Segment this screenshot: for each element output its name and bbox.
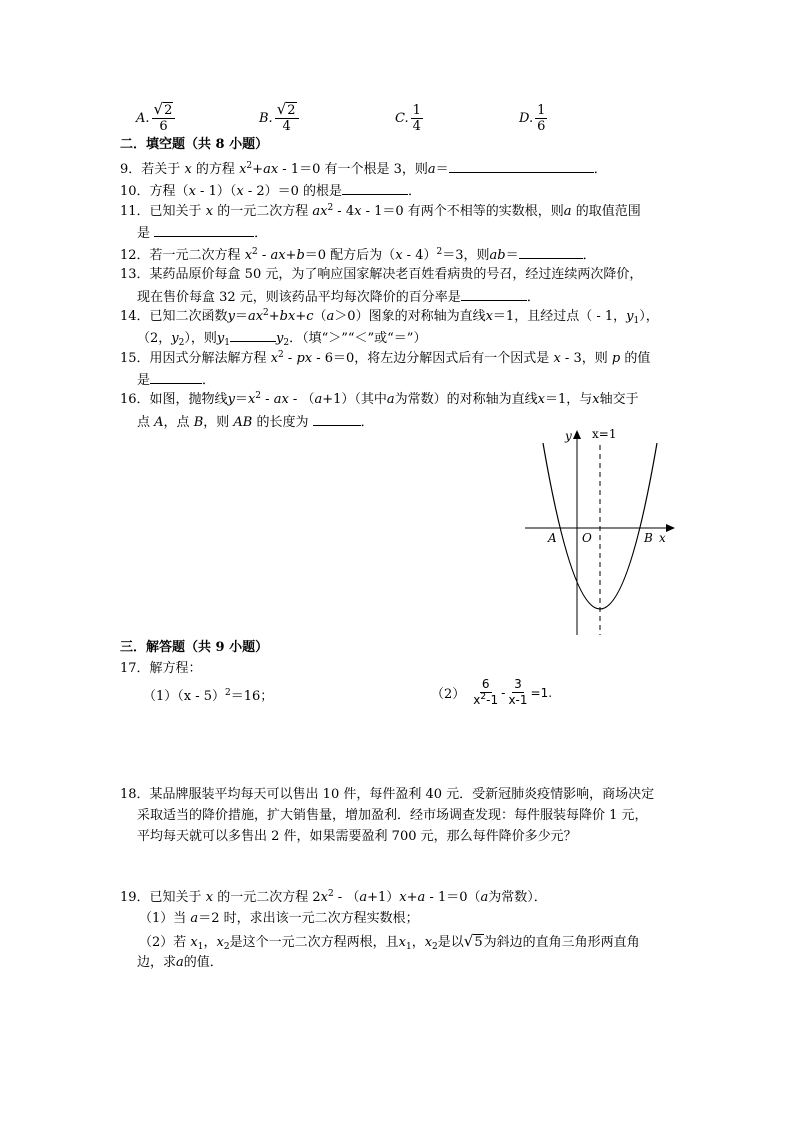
question-17-part1: （1）（x - 5）$^2$＝16；: [143, 688, 274, 704]
question-18: 18．某品牌服装平均每天可以售出 10 件，每件盈利 40 元．受新冠肺炎疫情影响，商场决定: [120, 787, 655, 802]
answer-blank[interactable]: [342, 182, 408, 195]
question-11-line2: 是 ．: [137, 226, 268, 241]
origin-label: O: [582, 531, 592, 545]
fraction: $\frac{6}{x^2-1}$: [473, 677, 499, 707]
question-14-line2: （2，$y_2$），则$y_1$ $y_2$．（填“＞”“＜”或“＝”）: [137, 331, 427, 348]
question-19: 19．已知关于 x 的一元二次方程 $2x^2 - (a+1)x+a - 1=0(a$为常数）．: [120, 889, 547, 905]
question-17: 17．解方程：: [120, 661, 202, 676]
question-19-part1: （1）当 a＝2 时，求出该一元二次方程实数根；: [139, 911, 419, 926]
answer-blank[interactable]: [150, 371, 202, 384]
question-14: 14．已知二次函数$y=ax^2+bx+c(a>0)$图象的对称轴为直线x＝1，且经过点（ - 1，$y_1$），: [120, 308, 659, 326]
question-18-line2: 采取适当的降价措施，扩大销售量，增加盈利．经市场调查发现：每件服装每降价 1 元，: [137, 808, 648, 823]
sqrt: √5: [463, 932, 483, 950]
question-18-line3: 平均每天就可以多售出 2 件，如果需要盈利 700 元，那么每件降价多少元？: [137, 829, 577, 844]
option-b: [259, 96, 300, 140]
answer-blank[interactable]: [154, 224, 254, 237]
question-17-part2: （2） $\frac{6}{x^2-1}$ - $\frac{3}{x-1}$ =1.: [431, 677, 553, 707]
point-b-label: B: [644, 531, 653, 545]
answer-blank[interactable]: [313, 413, 361, 426]
option-a: [136, 96, 176, 140]
y-label: y: [565, 429, 572, 443]
section-title: 三．解答题（共 9 小题）: [120, 640, 269, 655]
fraction: $\frac{√2}{6}$: [152, 102, 176, 134]
question-10: 10．方程（x - 1）（x - 2）＝0 的根是 ．: [120, 184, 422, 199]
question-15: 15．用因式分解法解方程 $x^2$ - px - 6＝0，将左边分解因式后有一个因式是 x - 3，则 p 的值: [120, 350, 651, 366]
parabola-graph: [520, 425, 685, 640]
question-19-line3: 边，求a的值．: [137, 955, 223, 970]
fraction: $\frac{√2}{4}$: [275, 102, 299, 134]
fraction: $\frac{1}{4}$: [412, 102, 421, 134]
option-d: [519, 96, 548, 140]
option-label: A.: [136, 110, 150, 126]
fraction: $\frac{3}{x-1}$: [508, 677, 528, 707]
section-title: 二．填空题（共 8 小题）: [120, 137, 269, 152]
point-a-label: A: [548, 531, 557, 545]
x-label: x: [659, 531, 666, 545]
question-16: 16．如图，抛物线$y=x^2$ - ax - （a+1）（其中a为常数）的对称轴为直线x＝1，与x轴交于: [120, 391, 639, 407]
y-axis-arrow: [573, 430, 581, 439]
fraction: $\frac{1}{6}$: [537, 102, 546, 134]
question-13: 13．某药品原价每盒 50 元，为了响应国家解决老百姓看病贵的号召，经过连续两次降价，: [120, 267, 643, 282]
question-9: 9．若关于 x 的方程 $x^2+ax - 1=0$ 有一个根是 3，则a＝ ．: [120, 161, 607, 177]
option-c: [395, 96, 424, 140]
x-axis-arrow: [666, 524, 675, 532]
axis-label: x=1: [592, 427, 617, 441]
answer-blank[interactable]: [519, 246, 583, 259]
answer-blank[interactable]: [230, 329, 276, 342]
question-13-line2: 现在售价每盒 32 元，则该药品平均每次降价的百分率是 ．: [137, 290, 540, 305]
question-12: 12．若一元二次方程 $x^2 - ax+b=0$ 配方后为（x - 4）$^2$＝3，则ab＝ ．: [120, 247, 596, 263]
option-label: B.: [259, 110, 273, 126]
option-label: C.: [395, 110, 409, 126]
answer-blank[interactable]: [461, 288, 527, 301]
answer-blank[interactable]: [449, 160, 594, 173]
question-15-line2: 是 ．: [137, 373, 216, 388]
question-11: 11．已知关于 x 的一元二次方程 $ax^2 - 4x - 1=0$ 有两个不相等的实数根，则a 的取值范围: [120, 203, 641, 219]
option-label: D.: [519, 110, 534, 126]
question-19-part2: （2）若 $x_1$，$x_2$是这个一元二次方程两根，且$x_1$，$x_2$是以√5为斜边的直角三角形两直角: [139, 932, 640, 952]
question-16-line2: 点 A，点 B，则 AB 的长度为 ．: [137, 415, 374, 430]
